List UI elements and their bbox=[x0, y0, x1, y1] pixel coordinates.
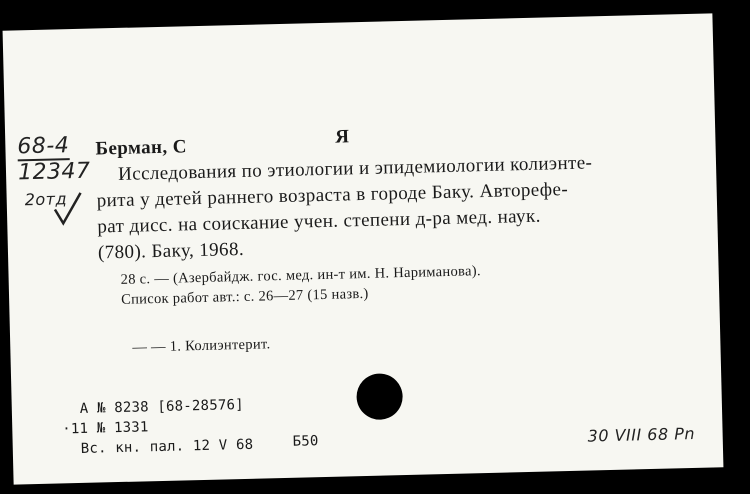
footer-line-2: ·11 № 1331 bbox=[62, 419, 149, 438]
check-mark-icon bbox=[52, 189, 83, 230]
title-line-2: рита у детей раннего возраста в городе Баку. Авторефе- bbox=[96, 178, 569, 212]
footer-line-1: А № 8238 [68-28576] bbox=[79, 396, 244, 417]
title-line-4: (780). Баку, 1968. bbox=[97, 238, 245, 264]
catalog-code-1: 68-4 bbox=[17, 133, 70, 160]
catalog-code-3: 2отд bbox=[24, 189, 68, 210]
title-line-1: Исследования по этиологии и эпидемиологии колиэнте- bbox=[117, 152, 593, 185]
title-line-3: рат дисс. на соискание учен. степени д-ра мед. наук. bbox=[97, 205, 541, 238]
punch-hole bbox=[356, 373, 403, 420]
footer-line-3: Вс. кн. пал. 12 V 68 bbox=[80, 436, 254, 457]
subject-heading: — — 1. Колиэнтерит. bbox=[132, 336, 271, 356]
author-name: Берман, С bbox=[95, 136, 188, 160]
index-letter: Я bbox=[335, 126, 350, 148]
detail-line-1: 28 с. — (Азербайдж. гос. мед. ин-т им. Н. Нариманова). bbox=[120, 263, 481, 288]
detail-line-2: Список работ авт.: с. 26—27 (15 назв.) bbox=[120, 285, 369, 308]
handwritten-date: 30 VIII 68 Pn bbox=[587, 423, 696, 446]
footer-code: Б50 bbox=[292, 433, 319, 450]
catalog-card bbox=[3, 13, 724, 484]
catalog-code-2: 12347 bbox=[17, 158, 91, 186]
